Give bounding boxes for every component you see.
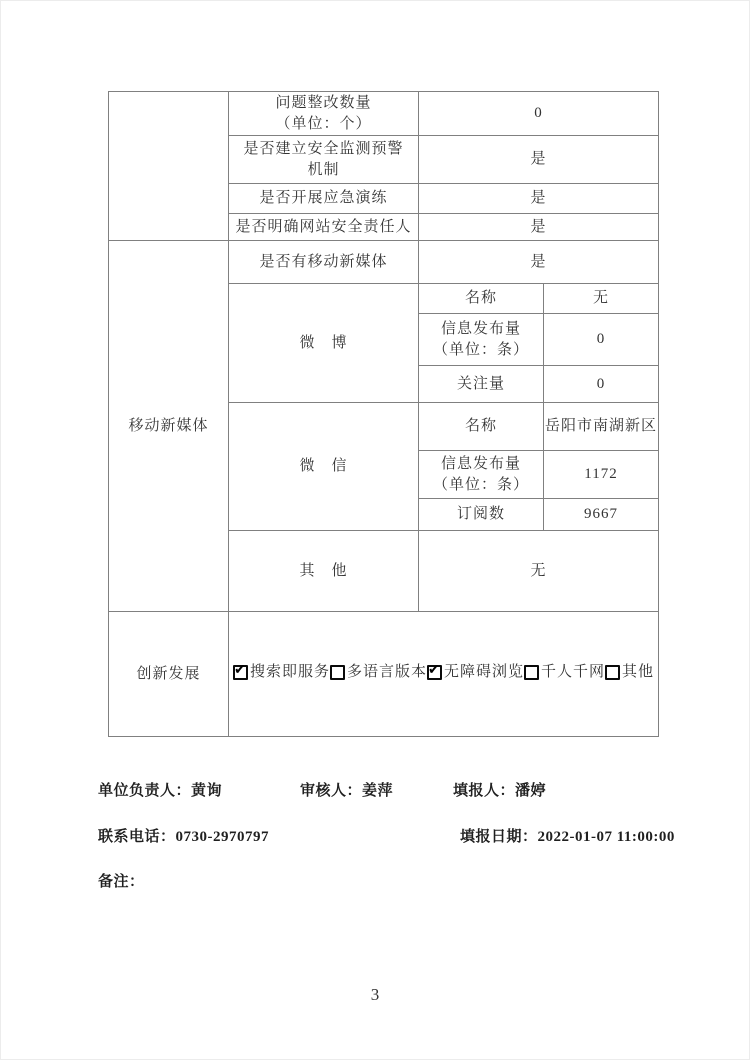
weibo-name-label: 名称 bbox=[419, 284, 544, 314]
checkbox-unchecked-icon bbox=[524, 665, 539, 680]
reviewer-signature: 审核人：姜萍 bbox=[300, 783, 394, 799]
remarks-label: 备注： bbox=[98, 874, 145, 890]
field-label-security-officer: 是否明确网站安全责任人 bbox=[229, 214, 419, 241]
weibo-followers-value: 0 bbox=[544, 366, 659, 403]
checkbox-unchecked-icon bbox=[605, 665, 620, 680]
wechat-posts-value: 1172 bbox=[544, 451, 659, 499]
weibo-posts-value: 0 bbox=[544, 314, 659, 366]
field-label-line1: 问题整改数量 bbox=[275, 94, 372, 111]
field-value-monitor-warning: 是 bbox=[419, 136, 659, 184]
field-label-line2: （单位：条） bbox=[432, 476, 529, 493]
wechat-posts-label bbox=[419, 451, 544, 499]
weibo-followers-label: 关注量 bbox=[419, 366, 544, 403]
wechat-label: 微 信 bbox=[229, 403, 419, 531]
field-value-issue-fix-count: 0 bbox=[419, 92, 659, 136]
wechat-subscribers-value: 9667 bbox=[544, 499, 659, 531]
field-label-line1: 信息发布量 bbox=[440, 455, 521, 472]
field-label-line2: 机制 bbox=[307, 161, 340, 178]
contact-phone: 联系电话：0730-2970797 bbox=[98, 829, 269, 845]
field-value-emergency-drill: 是 bbox=[419, 184, 659, 214]
option-accessibility: ✔ 无障碍浏览 bbox=[427, 662, 524, 683]
section-cell-blank bbox=[109, 92, 229, 241]
wechat-name-label: 名称 bbox=[419, 403, 544, 451]
unit-head-signature: 单位负责人：黄询 bbox=[98, 783, 223, 799]
field-label-monitor-warning bbox=[229, 136, 419, 184]
checkbox-unchecked-icon bbox=[330, 665, 345, 680]
weibo-posts-label bbox=[419, 314, 544, 366]
report-date: 填报日期：2022-01-07 11:00:00 bbox=[460, 829, 675, 845]
weibo-label: 微 博 bbox=[229, 284, 419, 403]
field-label-line2: （单位：条） bbox=[432, 341, 529, 358]
option-thousand-sites: 千人千网 bbox=[524, 662, 605, 683]
weibo-name-value: 无 bbox=[544, 284, 659, 314]
field-label-issue-fix-count bbox=[229, 92, 419, 136]
field-label-line2: （单位：个） bbox=[275, 115, 372, 132]
option-search-as-service: ✔ 搜索即服务 bbox=[233, 662, 330, 683]
field-label-line1: 是否建立安全监测预警 bbox=[243, 140, 404, 157]
wechat-name-value: 岳阳市南湖新区 bbox=[544, 403, 659, 451]
other-media-label: 其 他 bbox=[229, 531, 419, 612]
field-value-has-mobile-media: 是 bbox=[419, 241, 659, 284]
section-label-mobile-media: 移动新媒体 bbox=[109, 241, 229, 612]
option-multilanguage: 多语言版本 bbox=[330, 662, 427, 683]
other-media-value: 无 bbox=[419, 531, 659, 612]
innovation-options-cell bbox=[229, 612, 659, 737]
option-other: 其他 bbox=[605, 662, 654, 683]
checkbox-checked-icon bbox=[427, 665, 442, 680]
page-number: 3 bbox=[370, 985, 380, 1004]
checkbox-checked-icon bbox=[233, 665, 248, 680]
field-value-security-officer: 是 bbox=[419, 214, 659, 241]
report-table bbox=[108, 91, 659, 737]
field-label-line1: 信息发布量 bbox=[440, 320, 521, 337]
field-label-has-mobile-media: 是否有移动新媒体 bbox=[229, 241, 419, 284]
filler-signature: 填报人：潘婷 bbox=[453, 783, 547, 799]
wechat-subscribers-label: 订阅数 bbox=[419, 499, 544, 531]
section-label-innovation: 创新发展 bbox=[109, 612, 229, 737]
field-label-emergency-drill: 是否开展应急演练 bbox=[229, 184, 419, 214]
